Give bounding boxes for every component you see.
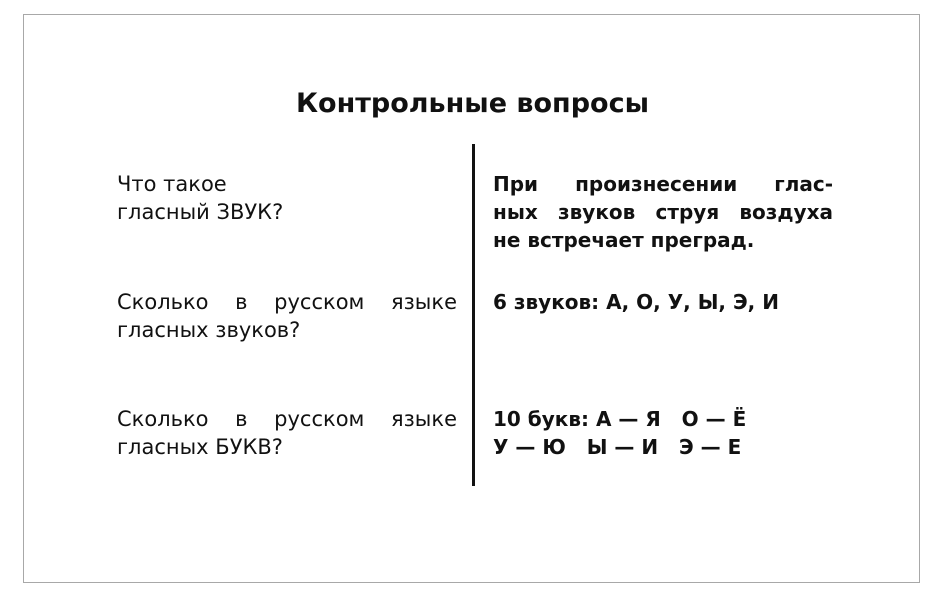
answer-2-line-1: 6 звуков: А, О, У, Ы, Э, И <box>493 290 779 314</box>
question-3 <box>117 405 457 461</box>
question-1-line-2: гласный ЗВУК? <box>117 200 284 224</box>
question-1-line-1: Что такое <box>117 172 227 196</box>
answer-3-line-2: У — Ю Ы — И Э — Е <box>493 435 742 459</box>
answer-2 <box>493 288 833 316</box>
column-divider <box>472 144 475 486</box>
question-3-line-1: Сколько в русском языке <box>117 407 457 431</box>
question-2 <box>117 288 457 344</box>
question-2-line-2: гласных звуков? <box>117 318 301 342</box>
answer-1 <box>493 170 833 254</box>
answer-1-line-1: При произнесении глас- <box>493 172 833 196</box>
answer-3 <box>493 405 833 461</box>
question-2-line-1: Сколько в русском языке <box>117 290 457 314</box>
answer-1-line-2: ных звуков струя воздуха <box>493 200 833 224</box>
question-1 <box>117 170 457 226</box>
answer-3-line-1: 10 букв: А — Я О — Ё <box>493 407 747 431</box>
answer-1-line-3: не встречает преград. <box>493 228 755 252</box>
page-title: Контрольные вопросы <box>295 88 650 119</box>
question-3-line-2: гласных БУКВ? <box>117 435 283 459</box>
